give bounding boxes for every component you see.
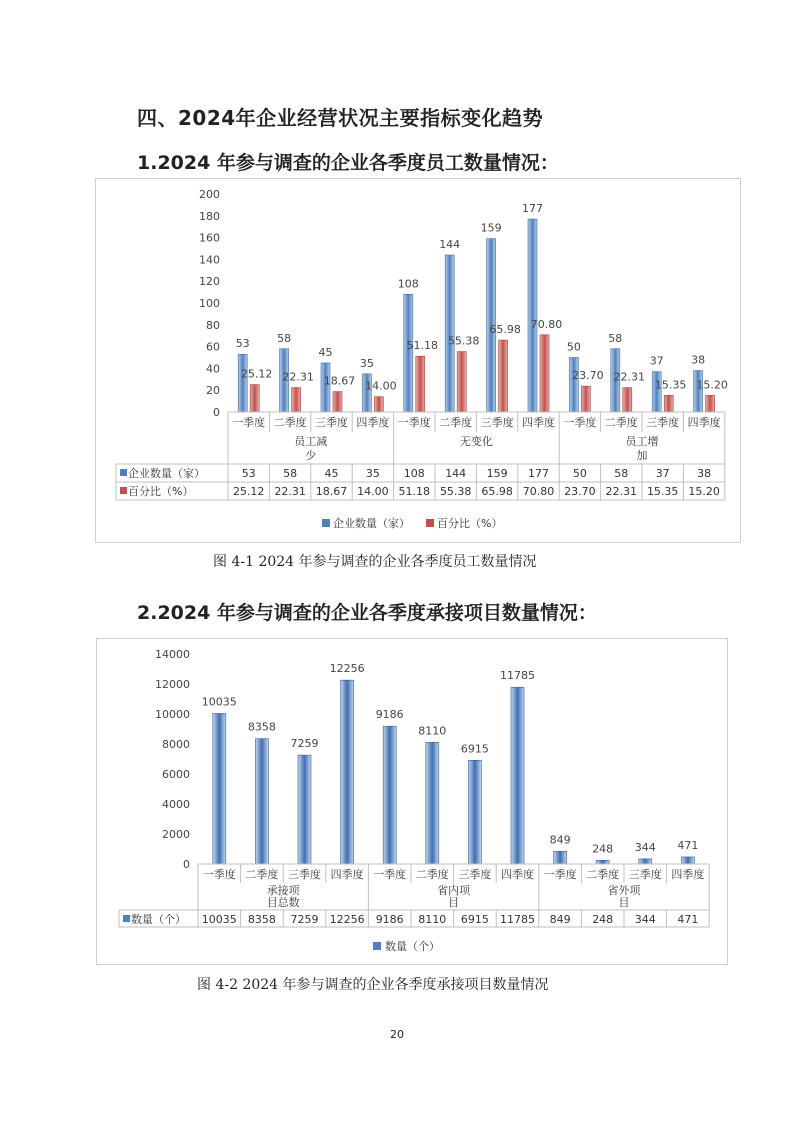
bar-project-count [681,857,694,864]
data-label-project-count: 6915 [460,742,489,756]
bar-project-count [511,687,524,864]
page-number: 20 [390,1028,404,1041]
chart2-heading: 2.2024 年参与调查的企业各季度承接项目数量情况： [137,602,597,624]
x-category-label: 一季度 [202,868,236,881]
bar-percentage [374,397,383,412]
data-label-project-count: 8358 [247,720,276,734]
table-row-header: 企业数量（家） [128,467,205,480]
legend-label: 企业数量（家） [333,517,410,530]
x-group-label: 员工减 [294,435,328,448]
x-group-label: 员工增 [625,435,659,448]
x-category-label: 四季度 [501,868,534,881]
bar-percentage [250,385,259,412]
table-cell: 15.35 [646,485,679,498]
bar-percentage [540,335,549,412]
y-tick-label: 140 [199,253,220,267]
table-cell: 50 [572,467,587,480]
data-label-project-count: 10035 [201,695,237,709]
data-label-company-count: 144 [439,238,461,252]
x-category-label: 二季度 [415,868,449,881]
bar-percentage [416,356,425,412]
legend-key-percentage [120,487,127,494]
x-category-label: 二季度 [245,868,279,881]
table-cell: 37 [655,467,670,480]
x-category-label: 四季度 [522,416,555,429]
data-label-project-count: 11785 [500,669,535,683]
data-label-project-count: 344 [634,840,656,854]
table-cell: 35 [365,467,380,480]
bar-project-count [213,713,226,864]
x-category-label: 四季度 [356,416,390,429]
table-cell: 11785 [500,913,535,926]
chart1-caption: 图 4-1 2024 年参与调查的企业各季度员工数量情况 [213,554,537,570]
data-label-company-count: 58 [608,331,623,345]
employee-count-chart [96,179,740,542]
bar-percentage [457,352,466,412]
table-cell: 9186 [375,913,404,926]
x-category-label: 一季度 [232,416,266,429]
legend-key-company-count [120,469,127,476]
data-label-percentage: 55.38 [447,334,480,348]
data-label-company-count: 37 [649,354,664,368]
table-cell: 14.00 [357,485,389,498]
y-tick-label: 8000 [162,738,190,751]
x-category-label: 二季度 [586,868,620,881]
data-label-project-count: 12256 [329,662,365,676]
table-cell: 18.67 [315,485,348,498]
bar-project-count [468,760,481,864]
table-cell: 248 [592,913,614,926]
x-group-label: 目 [618,896,630,909]
x-category-label: 四季度 [330,868,364,881]
table-cell: 58 [283,467,298,480]
table-cell: 25.12 [232,485,265,498]
table-cell: 65.98 [481,485,513,498]
bar-project-count [596,860,609,864]
bar-project-count [298,755,311,864]
x-category-label: 三季度 [646,416,680,429]
bar-percentage [664,395,673,412]
bar-percentage [333,392,342,412]
table-cell: 45 [324,467,339,480]
data-label-company-count: 58 [277,331,292,345]
data-label-percentage: 15.35 [654,378,687,392]
x-category-label: 二季度 [273,416,307,429]
y-tick-label: 40 [206,362,220,376]
x-category-label: 一季度 [397,416,431,429]
table-cell: 108 [403,467,425,480]
legend-key-project-count [373,942,381,950]
table-cell: 51.18 [398,485,431,498]
data-label-percentage: 15.20 [696,378,728,392]
data-label-percentage: 22.31 [282,370,314,384]
x-category-label: 三季度 [315,416,348,429]
bar-project-count [426,742,439,864]
x-category-label: 二季度 [604,416,638,429]
data-label-project-count: 849 [549,833,571,847]
x-category-label: 三季度 [458,868,492,881]
table-cell: 471 [677,913,699,926]
table-row-header: 百分比（%） [128,485,194,498]
x-category-label: 三季度 [480,416,514,429]
y-tick-label: 80 [206,318,220,332]
legend-label: 百分比（%） [437,517,503,530]
x-group-label: 承接项 [266,884,300,897]
data-label-percentage: 14.00 [365,379,397,393]
data-label-project-count: 248 [592,842,614,856]
y-tick-label: 20 [206,384,220,398]
data-label-percentage: 25.12 [240,367,273,381]
table-cell: 58 [614,467,629,480]
y-tick-label: 4000 [162,798,190,811]
chart2-caption: 图 4-2 2024 年参与调查的企业各季度承接项目数量情况 [197,977,549,993]
bar-project-count [639,859,652,864]
y-tick-label: 120 [199,275,220,289]
table-cell: 22.31 [274,485,306,498]
y-tick-label: 6000 [162,768,190,781]
x-group-label: 少 [305,449,317,462]
table-cell: 159 [486,467,508,480]
bar-percentage [706,395,715,412]
data-label-project-count: 9186 [375,708,404,722]
x-category-label: 一季度 [543,868,577,881]
table-cell: 38 [697,467,712,480]
table-cell: 177 [528,467,549,480]
bar-percentage [623,388,632,412]
y-tick-label: 2000 [162,828,190,841]
y-tick-label: 160 [199,231,220,245]
data-label-company-count: 177 [522,202,543,216]
data-label-percentage: 23.70 [572,369,604,383]
legend-key-company-count [322,519,330,527]
x-category-label: 三季度 [628,868,662,881]
y-tick-label: 0 [213,406,220,419]
bar-company-count [569,358,578,413]
bar-percentage [581,386,590,412]
table-cell: 10035 [201,913,237,926]
x-category-label: 二季度 [439,416,473,429]
table-cell: 53 [241,467,256,480]
data-label-company-count: 45 [318,345,333,359]
legend-label: 数量（个） [385,940,440,953]
data-label-company-count: 108 [397,277,419,291]
data-label-project-count: 8110 [418,724,447,738]
table-cell: 849 [549,913,571,926]
table-cell: 8358 [247,913,276,926]
x-group-label: 无变化 [459,435,493,448]
legend-key-project-count [123,915,130,922]
data-label-percentage: 18.67 [323,374,356,388]
table-cell: 7259 [290,913,319,926]
table-cell: 70.80 [522,485,555,498]
bar-company-count [445,255,454,412]
x-category-label: 四季度 [687,416,721,429]
data-label-company-count: 50 [566,340,581,354]
x-group-label: 目总数 [266,896,300,909]
x-group-label: 目 [448,896,460,909]
bar-percentage [292,388,301,412]
x-group-label: 加 [636,449,648,462]
chart2-container [96,638,728,965]
x-group-label: 省内项 [437,884,471,897]
y-tick-label: 14000 [155,648,190,661]
data-label-project-count: 471 [677,838,699,852]
x-group-label: 省外项 [607,884,641,897]
chart1-container [95,178,741,543]
data-label-percentage: 22.31 [613,370,646,384]
data-label-company-count: 38 [691,353,706,367]
y-tick-label: 200 [199,188,220,201]
y-tick-label: 12000 [155,678,190,691]
data-label-company-count: 35 [359,356,374,370]
data-label-percentage: 65.98 [489,323,521,337]
x-category-label: 四季度 [671,868,705,881]
table-cell: 344 [634,913,656,926]
bar-project-count [341,680,354,864]
bar-percentage [499,340,508,412]
data-label-company-count: 53 [235,337,250,351]
table-cell: 55.38 [439,485,472,498]
table-cell: 22.31 [605,485,638,498]
project-count-chart [97,639,727,964]
y-tick-label: 0 [183,858,190,871]
table-cell: 15.20 [688,485,720,498]
legend-key-percentage [426,519,434,527]
bar-project-count [255,739,268,864]
table-cell: 23.70 [564,485,596,498]
y-tick-label: 60 [206,340,220,354]
table-row-header: 数量（个） [131,913,186,926]
table-cell: 12256 [329,913,365,926]
table-cell: 144 [445,467,467,480]
bar-company-count [528,219,537,412]
bar-company-count [404,294,413,412]
x-category-label: 三季度 [288,868,321,881]
bar-company-count [238,354,247,412]
y-tick-label: 100 [199,297,220,310]
bar-project-count [383,726,396,864]
data-label-project-count: 7259 [290,737,319,751]
chart1-heading: 1.2024 年参与调查的企业各季度员工数量情况： [137,152,559,174]
table-cell: 6915 [460,913,489,926]
y-tick-label: 180 [199,209,220,223]
data-label-percentage: 51.18 [406,339,439,353]
bar-project-count [554,851,567,864]
data-label-company-count: 159 [480,221,502,235]
y-tick-label: 10000 [155,708,190,721]
x-category-label: 一季度 [563,416,597,429]
section-heading: 四、2024年企业经营状况主要指标变化趋势 [137,106,544,130]
data-label-percentage: 70.80 [530,317,563,331]
table-cell: 8110 [418,913,447,926]
x-category-label: 一季度 [373,868,407,881]
